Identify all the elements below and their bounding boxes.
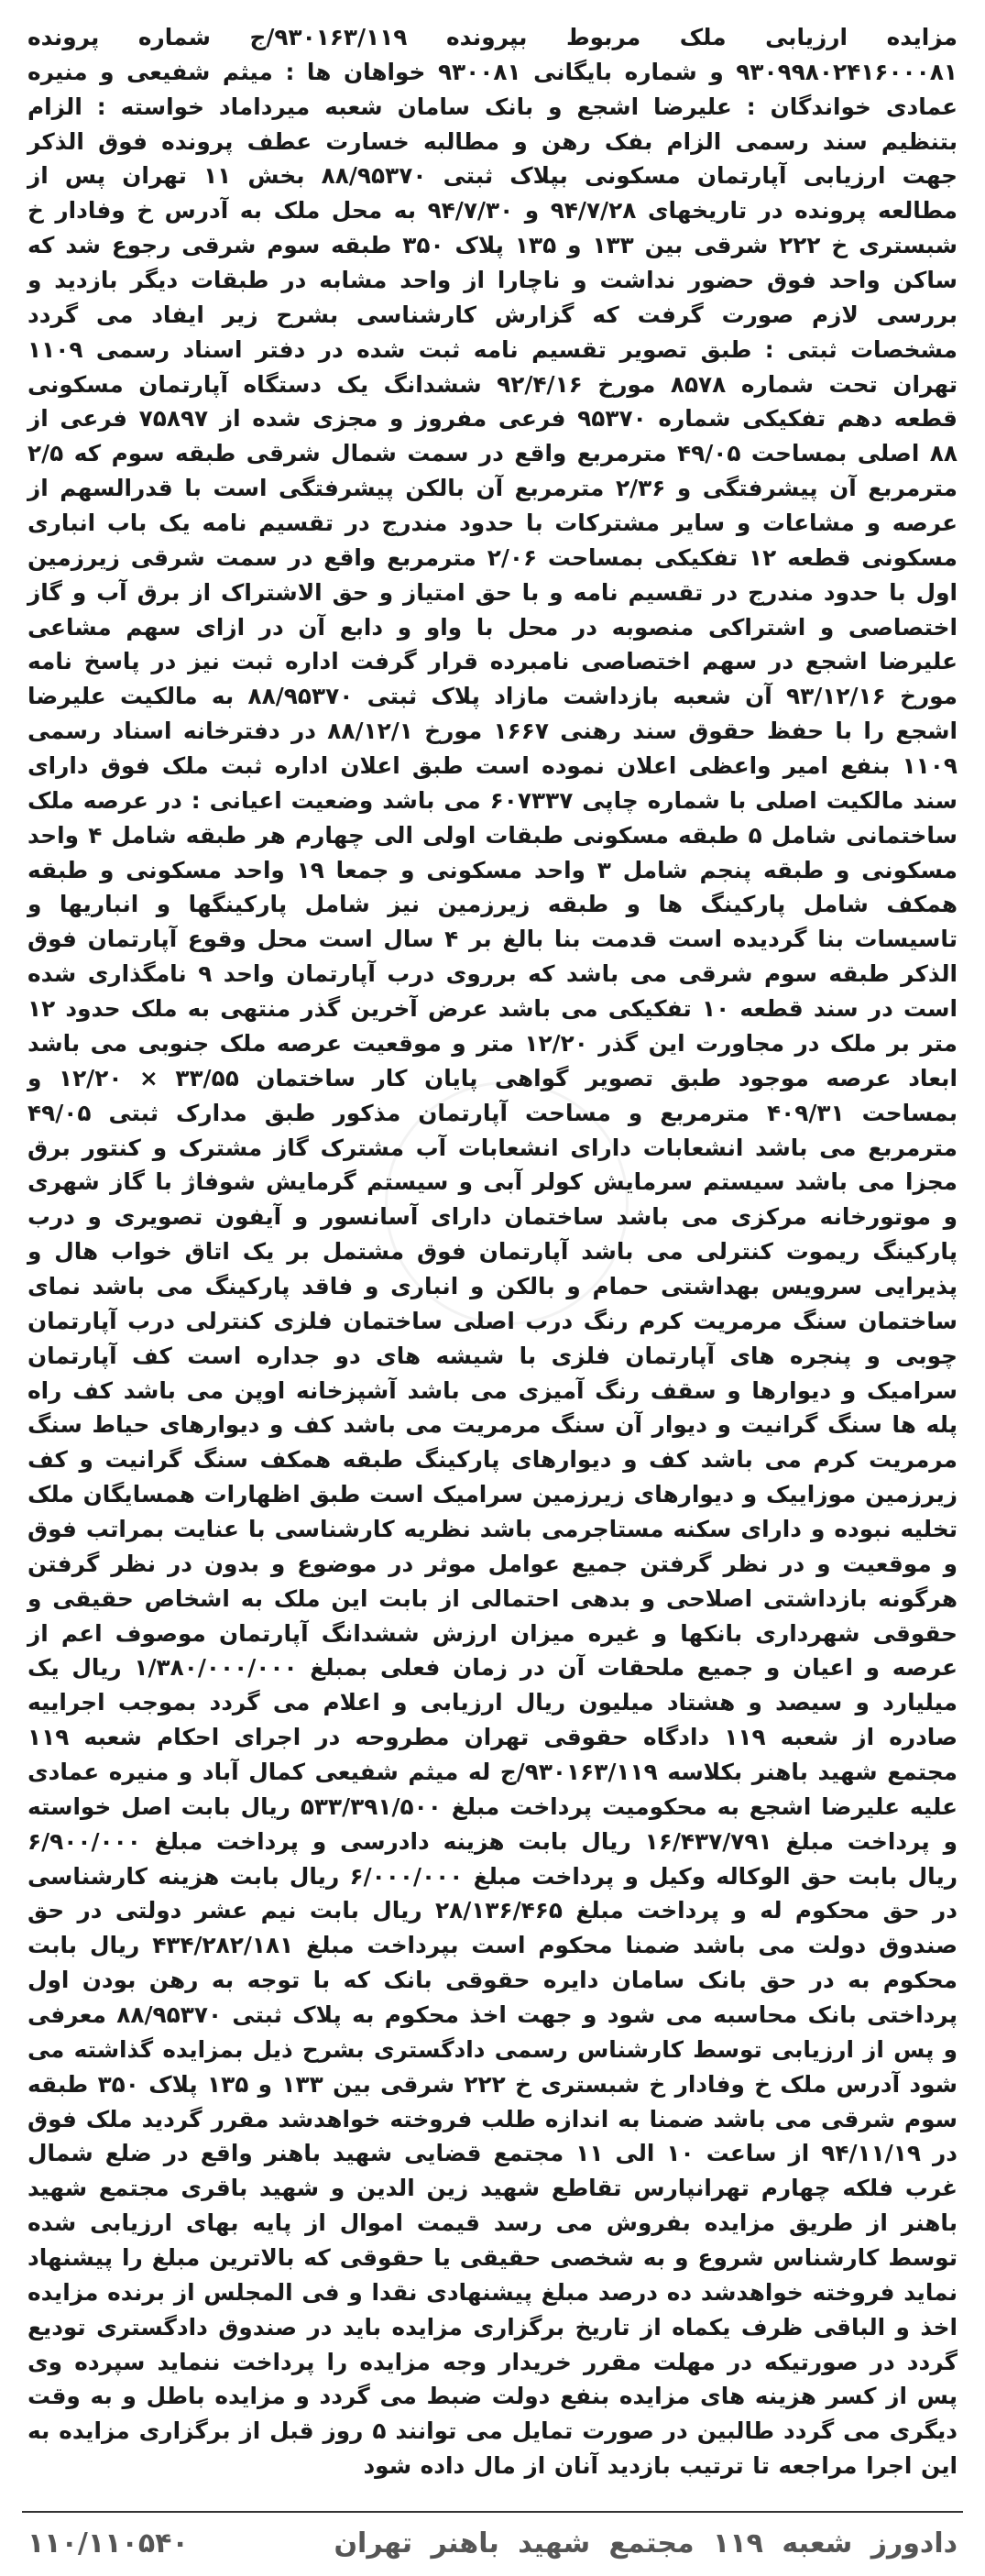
notice-footer [27, 2522, 958, 2564]
footer-code: ۱۱۰/۱۱۰۵۴۰ [27, 2527, 189, 2560]
footer-divider [22, 2511, 963, 2513]
notice-body-text: مزایده ارزیابی ملک مربوط بپرونده ۹۳۰۱۶۳/۱۱۹/ج شماره پرونده ۹۳۰۹۹۸۰۲۴۱۶۰۰۰۸۱ و شماره بایگانی ۹۳۰۰۸۱ خواهان ها : میثم شفیعی و منیره عمادی خواندگان : علیرضا اشجع و بانک سامان شعبه میرداماد خواسته : الزام بتنظیم سند رسمی الزام بفک رهن و مطالبه خسارت عطف پرونده فوق الذکر جهت ارزیابی آپارتمان مسکونی بپلاک ثبتی ۸۸/۹۵۳۷۰ بخش ۱۱ تهران پس از مطالعه پرونده در تاریخهای ۹۴/۷/۲۸ و ۹۴/۷/۳۰ به محل ملک به آدرس خ وفادار خ شبستری خ ۲۲۲ شرقی بین ۱۳۳ و ۱۳۵ پلاک ۳۵۰ طبقه سوم شرقی رجوع شد که ساکن واحد فوق حضور نداشت و ناچارا از واحد مشابه در طبقات دیگر بازدید و بررسی لازم صورت گرفت که گزارش کارشناسی بشرح زیر ایفاد می گردد مشخصات ثبتی : طبق تصویر تقسیم نامه ثبت شده در دفتر اسناد رسمی ۱۱۰۹ تهران تحت شماره ۸۵۷۸ مورخ ۹۲/۴/۱۶ ششدانگ یک دستگاه آپارتمان مسکونی قطعه دهم تفکیکی شماره ۹۵۳۷۰ فرعی مفروز و مجزی شده از ۷۵۸۹۷ فرعی از ۸۸ اصلی بمساحت ۴۹/۰۵ مترمربع واقع در سمت شمال شرقی طبقه سوم که ۲/۵ مترمربع آن پیشرفتگی و ۲/۳۶ مترمربع آن بالکن پیشرفتگی است با قدرالسهم از عرصه و مشاعات و سایر مشترکات با حدود مندرج در تقسیم نامه یک باب انباری مسکونی قطعه ۱۲ تفکیکی بمساحت ۲/۰۶ مترمربع واقع در سمت شرقی زیرزمین اول با حدود مندرج در تقسیم نامه و با حق امتیاز و حق الاشتراک از برق آب و گاز اختصاصی و اشتراکی منصوبه در محل با واو و دابع آن در ازای سهم مشاعی علیرضا اشجع در سهم اختصاصی نامبرده قرار گرفت اداره ثبت نیز در پاسخ نامه مورخ ۹۳/۱۲/۱۶ آن شعبه بازداشت مازاد پلاک ثبتی ۸۸/۹۵۳۷۰ به مالکیت علیرضا اشجع را با حفظ حقوق سند رهنی ۱۶۶۷ مورخ ۸۸/۱۲/۱ در دفترخانه اسناد رسمی ۱۱۰۹ بنفع امیر واعظی اعلان نموده است طبق اعلان اداره ثبت ملک فوق دارای سند مالکیت اصلی با شماره چاپی ۶۰۷۳۳۷ می باشد وضعیت اعیانی : در عرصه ملک ساختمانی شامل ۵ طبقه مسکونی طبقات اولی الی چهارم هر طبقه شامل ۴ واحد مسکونی و طبقه پنجم شامل ۳ واحد مسکونی و جمعا ۱۹ واحد مسکونی و طبقه همکف شامل پارکینگ ها و طبقه زیرزمین نیز شامل پارکینگها و انباریها و تاسیسات بنا گردیده است قدمت بنا بالغ بر ۴ سال است محل وقوع آپارتمان فوق الذکر طبقه سوم شرقی می باشد که برروی درب آپارتمان واحد ۹ نامگذاری شده است در سند قطعه ۱۰ تفکیکی می باشد عرض آخرین گذر منتهی به ملک حدود ۱۲ متر بر ملک در مجاورت این گذر ۱۲/۲۰ متر و موقعیت عرصه ملک جنوبی می باشد ابعاد عرصه موجود طبق تصویر گواهی پایان کار ساختمان ۳۳/۵۵ × ۱۲/۲۰ و بمساحت ۴۰۹/۳۱ مترمربع و مساحت آپارتمان مذکور طبق مدارک ثبتی ۴۹/۰۵ مترمربع می باشد انشعابات دارای انشعابات آب مشترک گاز مشترک و کنتور برق مجزا می باشد سیستم سرمایش کولر آبی و سیستم گرمایش شوفاژ با گاز شهری و موتورخانه مرکزی می باشد ساختمان دارای آسانسور و آیفون تصویری و درب پارکینگ ریموت کنترلی می باشد آپارتمان فوق مشتمل بر یک اتاق خواب هال و پذیرایی سرویس بهداشتی حمام و بالکن و انباری و فاقد پارکینگ می باشد نمای ساختمان سنگ مرمریت کرم رنگ درب اصلی ساختمان فلزی کنترلی درب آپارتمان چوبی و پنجره های آپارتمان فلزی با شیشه های دو جداره است کف آپارتمان سرامیک و دیوارها و سقف رنگ آمیزی می باشد آشپزخانه اوپن می باشد کف راه پله ها سنگ گرانیت و دیوار آن سنگ مرمریت می باشد کف و دیوارهای حیاط سنگ مرمریت کرم می باشد کف و دیوارهای پارکینگ طبقه همکف سنگ گرانیت و کف زیرزمین موزاییک و دیوارهای زیرزمین سرامیک است طبق اظهارات همسایگان ملک تخلیه نبوده و دارای سکنه مستاجرمی باشد نظریه کارشناسی با عنایت بمراتب فوق و موقعیت و در نظر گرفتن جمیع عوامل موثر در موضوع و بدون در نظر گرفتن هرگونه بازداشتی اصلاحی و بدهی احتمالی از بابت این ملک به اشخاص حقیقی و حقوقی شهرداری بانکها و غیره میزان ارزش ششدانگ آپارتمان موصوف اعم از عرصه و اعیان و جمیع ملحقات آن در زمان فعلی بمبلغ ۱/۳۸۰/۰۰۰/۰۰۰ ریال یک میلیارد و سیصد و هشتاد میلیون ریال ارزیابی و اعلام می گردد بموجب اجراییه صادره از شعبه ۱۱۹ دادگاه حقوقی تهران مطروحه در اجرای احکام شعبه ۱۱۹ مجتمع شهید باهنر بکلاسه ۹۳۰۱۶۳/۱۱۹/ج له میثم شفیعی کمال آباد و منیره عمادی علیه علیرضا اشجع به محکومیت پرداخت مبلغ ۵۳۳/۳۹۱/۵۰۰ ریال بابت اصل خواسته و پرداخت مبلغ ۱۶/۴۳۷/۷۹۱ ریال بابت هزینه دادرسی و پرداخت مبلغ ۶/۹۰۰/۰۰۰ ریال بابت حق الوکاله وکیل و پرداخت مبلغ ۶/۰۰۰/۰۰۰ ریال بابت هزینه کارشناسی در حق محکوم له و پرداخت مبلغ ۲۸/۱۳۶/۴۶۵ ریال بابت نیم عشر دولتی در حق صندوق دولت می باشد ضمنا محکوم است بپرداخت مبلغ ۴۳۴/۲۸۲/۱۸۱ ریال بابت محکوم به در حق بانک سامان دایره حقوقی بانک که با توجه به رهن بودن اول پرداختی بانک محاسبه می شود و جهت اخذ محکوم به پلاک ثبتی ۸۸/۹۵۳۷۰ معرفی و پس از ارزیابی توسط کارشناس رسمی دادگستری بشرح ذیل بمزایده گذاشته می شود آدرس ملک خ وفادار خ شبستری خ ۲۲۲ شرقی بین ۱۳۳ و ۱۳۵ پلاک ۳۵۰ طبقه سوم شرقی می باشد ضمنا به اندازه طلب فروخته خواهدشد مقرر گردید ملک فوق در ۹۴/۱۱/۱۹ از ساعت ۱۰ الی ۱۱ مجتمع قضایی شهید باهنر واقع در ضلع شمال غرب فلکه چهارم تهرانپارس تقاطع شهید زین الدین و شهید باقری مجتمع شهید باهنر از طریق مزایده بفروش می رسد قیمت اموال از پایه بهای ارزیابی شده توسط کارشناس شروع و به شخصی حقیقی یا حقوقی که بالاترین مبلغ را پیشنهاد نماید فروخته خواهدشد ده درصد مبلغ پیشنهادی نقدا و فی المجلس از برنده مزایده اخذ و الباقی ظرف یکماه از تاریخ برگزاری مزایده باید در صندوق دادگستری تودیع گردد در صورتیکه در مهلت مقرر خریدار وجه مزایده را پرداخت ننماید سپرده وی پس از کسر هزینه های مزایده بنفع دولت ضبط می گردد و مزایده باطل و به وقت دیگری می گردد طالبین در صورت تمایل می توانند ۵ روز قبل از برگزاری مزایده به این اجرا مراجعه تا ترتیب بازدید آنان از مال داده شود [27, 24, 958, 2480]
footer-office: دادورز شعبه ۱۱۹ مجتمع شهید باهنر تهران [334, 2527, 958, 2560]
